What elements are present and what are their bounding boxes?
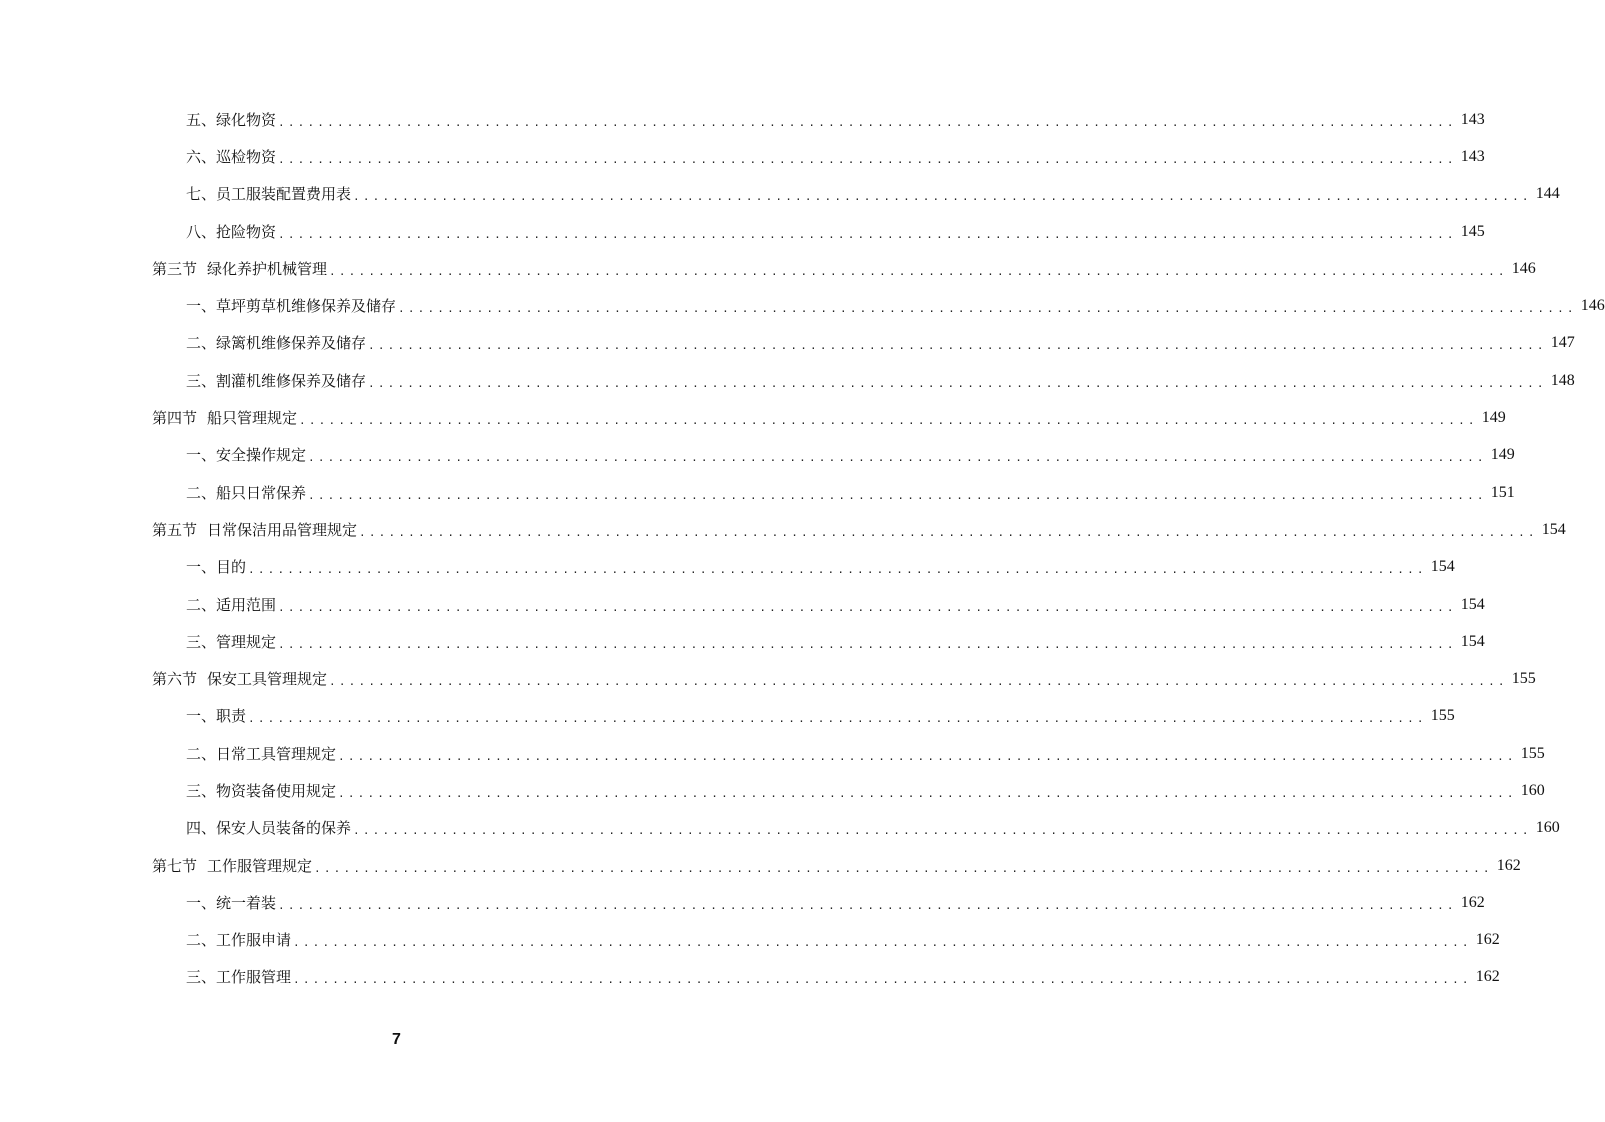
- dot-leader: ........................................................................................................................: [353, 190, 1532, 204]
- toc-title-text: 日常保洁用品管理规定: [207, 520, 358, 539]
- toc-title-text: 三、管理规定: [186, 632, 277, 651]
- toc-entry-title: [186, 483, 306, 503]
- dot-leader: ........................................................................................................................: [278, 115, 1457, 129]
- toc-title-text: 一、安全操作规定: [186, 446, 307, 465]
- dot-leader: ........................................................................................................................: [308, 451, 1487, 465]
- toc-section-entry[interactable]: [0, 847, 1521, 884]
- toc-page-number: 143: [1460, 147, 1485, 165]
- toc-section-number: 第七节: [152, 856, 198, 875]
- toc-subsection-entry[interactable]: [0, 138, 1485, 175]
- dot-leader: ........................................................................................................................: [278, 152, 1457, 166]
- toc-entry-title: [186, 110, 276, 130]
- toc-section-entry[interactable]: [0, 660, 1536, 697]
- toc-page-number: 160: [1535, 819, 1560, 837]
- toc-subsection-entry[interactable]: [0, 176, 1560, 213]
- toc-entry-title: [186, 296, 396, 316]
- toc-subsection-entry[interactable]: [0, 922, 1500, 959]
- toc-title-text: 保安工具管理规定: [207, 670, 328, 689]
- toc-title-text: 三、物资装备使用规定: [186, 781, 337, 800]
- toc-subsection-entry[interactable]: [0, 325, 1575, 362]
- dot-leader: ........................................................................................................................: [329, 264, 1508, 278]
- toc-page-number: 148: [1550, 371, 1575, 389]
- toc-entry-title: [186, 184, 351, 204]
- toc-title-text: 八、抢险物资: [186, 222, 277, 241]
- toc-page-number: 154: [1460, 632, 1485, 650]
- toc-subsection-entry[interactable]: [0, 772, 1545, 809]
- toc-page-number: 162: [1460, 893, 1485, 911]
- toc-page-number: 162: [1496, 856, 1521, 874]
- toc-title-text: 二、绿篱机维修保养及储存: [186, 334, 367, 353]
- dot-leader: ........................................................................................................................: [329, 675, 1508, 689]
- dot-leader: ........................................................................................................................: [353, 824, 1532, 838]
- dot-leader: ........................................................................................................................: [368, 339, 1547, 353]
- toc-title-text: 三、工作服管理: [186, 968, 292, 987]
- dot-leader: ........................................................................................................................: [398, 302, 1577, 316]
- toc-title-text: 二、船只日常保养: [186, 483, 307, 502]
- toc-section-number: 第六节: [152, 670, 198, 689]
- toc-page-number: 149: [1481, 409, 1506, 427]
- toc-section-entry[interactable]: [0, 250, 1536, 287]
- toc-section-number: 第五节: [152, 520, 198, 539]
- toc-page-number: 154: [1430, 558, 1455, 576]
- toc-subsection-entry[interactable]: [0, 362, 1575, 399]
- toc-subsection-entry[interactable]: [0, 474, 1515, 511]
- toc-entry-title: [186, 818, 351, 838]
- toc-section-number: 第四节: [152, 409, 198, 428]
- toc-entry-title: [186, 333, 366, 353]
- toc-subsection-entry[interactable]: [0, 586, 1485, 623]
- toc-entry-title: [186, 781, 336, 801]
- dot-leader: ........................................................................................................................: [293, 973, 1472, 987]
- toc-page-number: 151: [1490, 483, 1515, 501]
- toc-section-entry[interactable]: [0, 399, 1506, 436]
- dot-leader: ........................................................................................................................: [338, 749, 1517, 763]
- toc-entry-title: [152, 520, 357, 540]
- toc-entry-title: [186, 967, 291, 987]
- toc-entry-title: [186, 595, 276, 615]
- toc-subsection-entry[interactable]: [0, 623, 1485, 660]
- dot-leader: ........................................................................................................................: [248, 563, 1427, 577]
- toc-subsection-entry[interactable]: [0, 698, 1455, 735]
- toc-subsection-entry[interactable]: [0, 287, 1605, 324]
- toc-entry-title: [186, 706, 246, 726]
- toc-title-text: 六、巡检物资: [186, 147, 277, 166]
- toc-entry-title: [186, 371, 366, 391]
- toc-entry-title: [186, 893, 276, 913]
- dot-leader: ........................................................................................................................: [278, 227, 1457, 241]
- toc-title-text: 二、适用范围: [186, 595, 277, 614]
- toc-title-text: 五、绿化物资: [186, 110, 277, 129]
- toc-entry-title: [152, 408, 297, 428]
- toc-subsection-entry[interactable]: [0, 101, 1485, 138]
- dot-leader: ........................................................................................................................: [359, 525, 1538, 539]
- dot-leader: ........................................................................................................................: [278, 898, 1457, 912]
- toc-subsection-entry[interactable]: [0, 735, 1545, 772]
- toc-page-number: 155: [1511, 670, 1536, 688]
- toc-subsection-entry[interactable]: [0, 213, 1485, 250]
- toc-title-text: 一、草坪剪草机维修保养及储存: [186, 297, 397, 316]
- toc-entry-title: [186, 744, 336, 764]
- toc-subsection-entry[interactable]: [0, 884, 1485, 921]
- toc-subsection-entry[interactable]: [0, 959, 1500, 996]
- dot-leader: ........................................................................................................................: [308, 488, 1487, 502]
- toc-title-text: 船只管理规定: [207, 409, 298, 428]
- toc-page-number: 146: [1580, 297, 1605, 315]
- dot-leader: ........................................................................................................................: [293, 936, 1472, 950]
- toc-entry-title: [152, 856, 312, 876]
- page-number: 7: [392, 1031, 401, 1048]
- toc-title-text: 二、工作服申请: [186, 931, 292, 950]
- toc-page-number: 155: [1430, 707, 1455, 725]
- toc-entry-title: [186, 222, 276, 242]
- toc-title-text: 绿化养护机械管理: [207, 259, 328, 278]
- toc-subsection-entry[interactable]: [0, 810, 1560, 847]
- toc-section-entry[interactable]: [0, 511, 1566, 548]
- dot-leader: ........................................................................................................................: [314, 861, 1493, 875]
- toc-entry-title: [186, 147, 276, 167]
- toc-page-number: 147: [1550, 334, 1575, 352]
- toc-section-number: 第三节: [152, 259, 198, 278]
- toc-title-text: 七、员工服装配置费用表: [186, 185, 352, 204]
- toc-subsection-entry[interactable]: [0, 549, 1455, 586]
- toc-page-number: 144: [1535, 185, 1560, 203]
- dot-leader: ........................................................................................................................: [248, 712, 1427, 726]
- toc-title-text: 一、目的: [186, 558, 247, 577]
- toc-title-text: 二、日常工具管理规定: [186, 744, 337, 763]
- toc-title-text: 三、割灌机维修保养及储存: [186, 371, 367, 390]
- toc-page-number: 162: [1475, 931, 1500, 949]
- dot-leader: ........................................................................................................................: [368, 376, 1547, 390]
- toc-entry-title: [186, 557, 246, 577]
- toc-page-number: 143: [1460, 110, 1485, 128]
- toc-title-text: 一、统一着装: [186, 893, 277, 912]
- toc-entry-title: [186, 632, 276, 652]
- dot-leader: ........................................................................................................................: [278, 600, 1457, 614]
- toc-page-number: 146: [1511, 259, 1536, 277]
- toc-title-text: 四、保安人员装备的保养: [186, 819, 352, 838]
- toc-entry-title: [152, 259, 327, 279]
- toc-page-number: 154: [1541, 520, 1566, 538]
- toc-page-number: 145: [1460, 222, 1485, 240]
- toc-page-number: 149: [1490, 446, 1515, 464]
- toc-subsection-entry[interactable]: [0, 437, 1515, 474]
- toc-page-number: 154: [1460, 595, 1485, 613]
- toc-page-number: 160: [1520, 781, 1545, 799]
- toc-page-number: 162: [1475, 968, 1500, 986]
- dot-leader: ........................................................................................................................: [299, 414, 1478, 428]
- toc-entry-title: [152, 669, 327, 689]
- toc-title-text: 一、职责: [186, 707, 247, 726]
- toc-page-number: 155: [1520, 744, 1545, 762]
- toc-entry-title: [186, 930, 291, 950]
- table-of-contents: [0, 101, 1605, 996]
- toc-entry-title: [186, 445, 306, 465]
- dot-leader: ........................................................................................................................: [278, 637, 1457, 651]
- dot-leader: ........................................................................................................................: [338, 786, 1517, 800]
- toc-title-text: 工作服管理规定: [207, 856, 313, 875]
